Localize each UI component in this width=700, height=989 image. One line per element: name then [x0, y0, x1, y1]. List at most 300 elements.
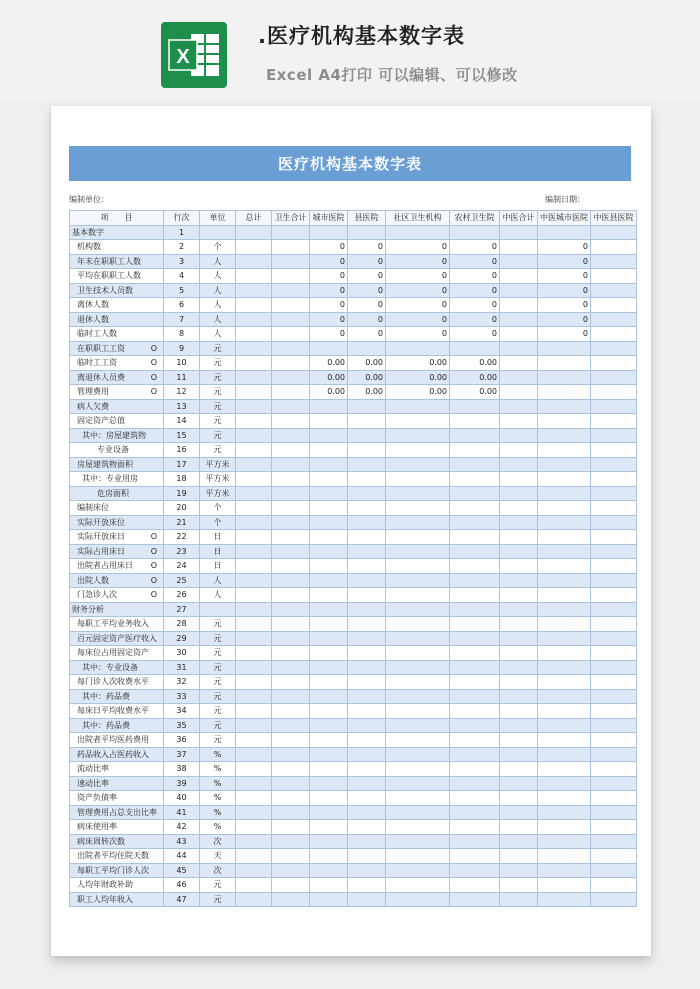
cell-value[interactable] [310, 225, 348, 240]
cell-value[interactable]: 0 [348, 283, 386, 298]
cell-value[interactable] [591, 878, 637, 893]
cell-value[interactable] [538, 733, 591, 748]
cell-value[interactable] [500, 515, 538, 530]
cell-value[interactable] [450, 805, 500, 820]
cell-value[interactable] [386, 515, 450, 530]
cell-value[interactable] [500, 747, 538, 762]
cell-value[interactable] [310, 820, 348, 835]
cell-value[interactable] [236, 573, 272, 588]
cell-value[interactable]: 0.00 [386, 370, 450, 385]
cell-value[interactable] [450, 414, 500, 429]
cell-value[interactable] [272, 863, 310, 878]
cell-value[interactable] [236, 240, 272, 255]
cell-value[interactable] [500, 834, 538, 849]
cell-value[interactable] [500, 689, 538, 704]
cell-item-name[interactable] [70, 457, 164, 472]
cell-value[interactable] [386, 501, 450, 516]
cell-value[interactable]: 0 [386, 283, 450, 298]
cell-unit[interactable]: % [200, 805, 236, 820]
cell-row-number[interactable]: 3 [164, 254, 200, 269]
cell-value[interactable]: 0 [538, 312, 591, 327]
cell-value[interactable] [538, 530, 591, 545]
cell-value[interactable] [591, 791, 637, 806]
cell-row-number[interactable]: 41 [164, 805, 200, 820]
cell-row-number[interactable]: 23 [164, 544, 200, 559]
cell-value[interactable] [236, 878, 272, 893]
cell-item-name[interactable] [70, 660, 164, 675]
cell-value[interactable] [591, 443, 637, 458]
cell-value[interactable] [591, 269, 637, 284]
cell-value[interactable] [386, 457, 450, 472]
cell-value[interactable] [236, 544, 272, 559]
cell-value[interactable] [310, 341, 348, 356]
cell-value[interactable] [538, 573, 591, 588]
cell-row-number[interactable]: 11 [164, 370, 200, 385]
cell-value[interactable] [538, 428, 591, 443]
cell-row-number[interactable]: 1 [164, 225, 200, 240]
cell-value[interactable] [500, 602, 538, 617]
cell-value[interactable] [310, 399, 348, 414]
cell-value[interactable] [310, 414, 348, 429]
cell-value[interactable] [236, 254, 272, 269]
cell-value[interactable] [591, 602, 637, 617]
cell-value[interactable] [538, 370, 591, 385]
cell-value[interactable] [272, 399, 310, 414]
cell-value[interactable]: 0 [348, 254, 386, 269]
cell-value[interactable] [272, 718, 310, 733]
cell-value[interactable] [236, 718, 272, 733]
cell-value[interactable] [236, 515, 272, 530]
cell-value[interactable] [310, 776, 348, 791]
cell-value[interactable] [272, 834, 310, 849]
cell-value[interactable]: 0 [386, 312, 450, 327]
cell-value[interactable] [348, 892, 386, 907]
cell-row-number[interactable]: 16 [164, 443, 200, 458]
cell-value[interactable] [450, 660, 500, 675]
cell-value[interactable] [500, 327, 538, 342]
cell-row-number[interactable]: 9 [164, 341, 200, 356]
cell-value[interactable] [538, 646, 591, 661]
cell-value[interactable] [272, 341, 310, 356]
cell-row-number[interactable]: 28 [164, 617, 200, 632]
cell-value[interactable] [591, 849, 637, 864]
cell-value[interactable] [500, 573, 538, 588]
cell-item-name[interactable] [70, 472, 164, 487]
cell-value[interactable] [450, 878, 500, 893]
cell-value[interactable] [310, 617, 348, 632]
cell-value[interactable] [236, 631, 272, 646]
cell-row-number[interactable]: 31 [164, 660, 200, 675]
cell-value[interactable] [591, 515, 637, 530]
cell-value[interactable] [500, 472, 538, 487]
cell-value[interactable] [236, 370, 272, 385]
cell-value[interactable] [500, 733, 538, 748]
cell-value[interactable]: 0.00 [348, 356, 386, 371]
cell-value[interactable] [538, 675, 591, 690]
cell-value[interactable] [450, 602, 500, 617]
cell-value[interactable] [236, 660, 272, 675]
cell-item-name[interactable] [70, 602, 164, 617]
cell-value[interactable] [310, 443, 348, 458]
cell-value[interactable]: 0.00 [310, 356, 348, 371]
cell-value[interactable] [500, 617, 538, 632]
cell-value[interactable] [500, 646, 538, 661]
cell-value[interactable] [386, 472, 450, 487]
cell-row-number[interactable]: 4 [164, 269, 200, 284]
cell-row-number[interactable]: 22 [164, 530, 200, 545]
cell-row-number[interactable]: 26 [164, 588, 200, 603]
cell-value[interactable] [538, 399, 591, 414]
cell-value[interactable] [272, 631, 310, 646]
cell-item-name[interactable] [70, 240, 164, 255]
cell-value[interactable] [310, 704, 348, 719]
cell-value[interactable] [236, 776, 272, 791]
cell-item-name[interactable] [70, 225, 164, 240]
cell-value[interactable] [538, 486, 591, 501]
cell-value[interactable]: 0 [538, 254, 591, 269]
cell-unit[interactable]: % [200, 747, 236, 762]
cell-value[interactable] [310, 515, 348, 530]
cell-value[interactable] [386, 486, 450, 501]
cell-value[interactable] [450, 892, 500, 907]
cell-value[interactable] [236, 588, 272, 603]
cell-value[interactable] [236, 849, 272, 864]
cell-value[interactable] [310, 530, 348, 545]
cell-value[interactable] [591, 733, 637, 748]
cell-value[interactable] [538, 457, 591, 472]
cell-row-number[interactable]: 25 [164, 573, 200, 588]
cell-value[interactable] [538, 776, 591, 791]
cell-value[interactable] [500, 399, 538, 414]
cell-value[interactable] [538, 443, 591, 458]
cell-value[interactable] [538, 631, 591, 646]
cell-item-name[interactable] [70, 515, 164, 530]
cell-item-name[interactable] [70, 762, 164, 777]
cell-value[interactable] [272, 472, 310, 487]
cell-row-number[interactable]: 24 [164, 559, 200, 574]
cell-value[interactable] [386, 530, 450, 545]
cell-value[interactable] [538, 718, 591, 733]
cell-value[interactable] [450, 718, 500, 733]
cell-row-number[interactable]: 42 [164, 820, 200, 835]
cell-value[interactable] [348, 660, 386, 675]
cell-value[interactable] [591, 820, 637, 835]
cell-value[interactable] [591, 762, 637, 777]
cell-value[interactable] [348, 834, 386, 849]
cell-item-name[interactable] [70, 704, 164, 719]
cell-value[interactable] [450, 849, 500, 864]
cell-value[interactable] [538, 849, 591, 864]
cell-value[interactable] [538, 660, 591, 675]
cell-value[interactable] [236, 747, 272, 762]
cell-value[interactable] [236, 646, 272, 661]
cell-unit[interactable]: 元 [200, 660, 236, 675]
cell-value[interactable] [450, 486, 500, 501]
cell-value[interactable] [591, 370, 637, 385]
cell-row-number[interactable]: 19 [164, 486, 200, 501]
cell-value[interactable] [236, 733, 272, 748]
cell-value[interactable] [591, 588, 637, 603]
cell-value[interactable]: 0 [450, 240, 500, 255]
cell-value[interactable] [500, 588, 538, 603]
cell-row-number[interactable]: 2 [164, 240, 200, 255]
cell-item-name[interactable] [70, 631, 164, 646]
cell-value[interactable] [272, 443, 310, 458]
cell-value[interactable] [348, 573, 386, 588]
cell-value[interactable] [386, 443, 450, 458]
cell-item-name[interactable] [70, 573, 164, 588]
cell-value[interactable] [591, 718, 637, 733]
cell-value[interactable] [591, 457, 637, 472]
cell-item-name[interactable] [70, 834, 164, 849]
cell-value[interactable] [500, 341, 538, 356]
cell-value[interactable] [450, 559, 500, 574]
cell-value[interactable] [348, 472, 386, 487]
cell-value[interactable] [236, 820, 272, 835]
cell-value[interactable] [348, 399, 386, 414]
cell-unit[interactable]: 元 [200, 689, 236, 704]
cell-row-number[interactable]: 13 [164, 399, 200, 414]
cell-value[interactable] [386, 631, 450, 646]
cell-value[interactable] [348, 530, 386, 545]
cell-value[interactable] [500, 501, 538, 516]
cell-value[interactable] [386, 646, 450, 661]
cell-value[interactable] [450, 457, 500, 472]
cell-item-name[interactable] [70, 878, 164, 893]
cell-value[interactable] [500, 805, 538, 820]
cell-unit[interactable]: 个 [200, 240, 236, 255]
cell-unit[interactable]: 元 [200, 733, 236, 748]
cell-value[interactable] [500, 863, 538, 878]
cell-row-number[interactable]: 14 [164, 414, 200, 429]
cell-value[interactable] [272, 240, 310, 255]
cell-value[interactable] [500, 443, 538, 458]
cell-value[interactable]: 0 [386, 298, 450, 313]
cell-value[interactable]: 0 [450, 298, 500, 313]
cell-value[interactable] [272, 501, 310, 516]
cell-value[interactable] [450, 820, 500, 835]
cell-value[interactable] [236, 399, 272, 414]
cell-value[interactable] [310, 747, 348, 762]
cell-value[interactable] [310, 486, 348, 501]
cell-value[interactable] [310, 849, 348, 864]
cell-value[interactable]: 0.00 [386, 356, 450, 371]
cell-value[interactable] [348, 515, 386, 530]
cell-value[interactable] [272, 515, 310, 530]
cell-value[interactable] [538, 385, 591, 400]
cell-item-name[interactable] [70, 530, 164, 545]
cell-value[interactable]: 0.00 [386, 385, 450, 400]
cell-value[interactable] [272, 820, 310, 835]
cell-item-name[interactable] [70, 776, 164, 791]
cell-value[interactable]: 0 [348, 269, 386, 284]
cell-value[interactable] [236, 385, 272, 400]
cell-value[interactable] [310, 573, 348, 588]
cell-value[interactable] [272, 356, 310, 371]
cell-item-name[interactable] [70, 283, 164, 298]
cell-value[interactable] [236, 704, 272, 719]
cell-value[interactable]: 0 [310, 298, 348, 313]
cell-value[interactable] [272, 298, 310, 313]
cell-value[interactable] [591, 283, 637, 298]
cell-value[interactable] [538, 356, 591, 371]
cell-value[interactable]: 0 [348, 327, 386, 342]
cell-value[interactable] [272, 327, 310, 342]
cell-value[interactable] [386, 573, 450, 588]
cell-value[interactable] [538, 834, 591, 849]
cell-value[interactable] [591, 501, 637, 516]
cell-value[interactable] [310, 472, 348, 487]
cell-row-number[interactable]: 44 [164, 849, 200, 864]
cell-value[interactable] [236, 312, 272, 327]
cell-item-name[interactable] [70, 863, 164, 878]
cell-item-name[interactable] [70, 341, 164, 356]
cell-item-name[interactable] [70, 254, 164, 269]
cell-value[interactable] [348, 849, 386, 864]
cell-value[interactable]: 0 [310, 269, 348, 284]
cell-value[interactable] [236, 283, 272, 298]
cell-value[interactable] [348, 733, 386, 748]
cell-value[interactable] [500, 269, 538, 284]
cell-value[interactable] [272, 675, 310, 690]
cell-value[interactable] [236, 675, 272, 690]
cell-value[interactable] [386, 225, 450, 240]
cell-value[interactable] [450, 225, 500, 240]
cell-value[interactable] [500, 544, 538, 559]
cell-row-number[interactable]: 33 [164, 689, 200, 704]
cell-value[interactable] [310, 428, 348, 443]
cell-value[interactable] [348, 559, 386, 574]
cell-value[interactable]: 0 [310, 327, 348, 342]
cell-value[interactable] [591, 805, 637, 820]
cell-row-number[interactable]: 7 [164, 312, 200, 327]
cell-value[interactable] [348, 631, 386, 646]
cell-value[interactable]: 0 [310, 240, 348, 255]
cell-item-name[interactable] [70, 501, 164, 516]
cell-value[interactable] [450, 704, 500, 719]
cell-value[interactable] [538, 892, 591, 907]
cell-value[interactable] [236, 414, 272, 429]
cell-value[interactable] [450, 588, 500, 603]
cell-value[interactable] [272, 269, 310, 284]
cell-value[interactable] [386, 762, 450, 777]
cell-row-number[interactable]: 12 [164, 385, 200, 400]
cell-unit[interactable]: 元 [200, 370, 236, 385]
cell-value[interactable] [236, 443, 272, 458]
cell-value[interactable] [236, 805, 272, 820]
cell-unit[interactable]: 日 [200, 559, 236, 574]
cell-item-name[interactable] [70, 385, 164, 400]
cell-unit[interactable]: 个 [200, 501, 236, 516]
cell-item-name[interactable] [70, 791, 164, 806]
cell-value[interactable] [450, 646, 500, 661]
cell-item-name[interactable] [70, 892, 164, 907]
cell-item-name[interactable] [70, 733, 164, 748]
cell-value[interactable] [348, 805, 386, 820]
cell-value[interactable] [310, 588, 348, 603]
cell-unit[interactable]: 平方米 [200, 472, 236, 487]
cell-unit[interactable]: 元 [200, 631, 236, 646]
cell-value[interactable] [591, 385, 637, 400]
cell-value[interactable] [450, 689, 500, 704]
cell-row-number[interactable]: 20 [164, 501, 200, 516]
cell-value[interactable] [450, 428, 500, 443]
cell-value[interactable] [591, 573, 637, 588]
cell-value[interactable] [236, 602, 272, 617]
cell-value[interactable]: 0 [450, 283, 500, 298]
cell-value[interactable]: 0 [450, 327, 500, 342]
cell-value[interactable] [591, 559, 637, 574]
cell-value[interactable] [272, 791, 310, 806]
cell-value[interactable]: 0 [538, 269, 591, 284]
cell-value[interactable] [272, 660, 310, 675]
cell-value[interactable] [236, 356, 272, 371]
cell-value[interactable]: 0 [310, 283, 348, 298]
cell-value[interactable] [591, 298, 637, 313]
cell-value[interactable] [310, 863, 348, 878]
cell-unit[interactable]: 元 [200, 675, 236, 690]
cell-value[interactable]: 0 [450, 269, 500, 284]
cell-value[interactable]: 0 [310, 254, 348, 269]
cell-value[interactable] [310, 805, 348, 820]
cell-value[interactable] [236, 341, 272, 356]
cell-value[interactable] [272, 225, 310, 240]
cell-unit[interactable]: 元 [200, 892, 236, 907]
cell-value[interactable]: 0.00 [348, 385, 386, 400]
cell-value[interactable] [500, 718, 538, 733]
cell-value[interactable] [386, 617, 450, 632]
cell-value[interactable] [538, 878, 591, 893]
cell-value[interactable] [500, 559, 538, 574]
cell-value[interactable] [310, 762, 348, 777]
cell-value[interactable] [450, 631, 500, 646]
cell-value[interactable] [500, 660, 538, 675]
cell-value[interactable] [500, 385, 538, 400]
cell-row-number[interactable]: 5 [164, 283, 200, 298]
cell-item-name[interactable] [70, 269, 164, 284]
cell-value[interactable]: 0.00 [450, 385, 500, 400]
cell-value[interactable] [348, 602, 386, 617]
cell-value[interactable] [272, 733, 310, 748]
cell-unit[interactable]: 元 [200, 718, 236, 733]
cell-value[interactable] [538, 501, 591, 516]
cell-value[interactable] [386, 791, 450, 806]
cell-value[interactable] [386, 660, 450, 675]
cell-row-number[interactable]: 35 [164, 718, 200, 733]
cell-value[interactable] [591, 747, 637, 762]
cell-value[interactable]: 0 [310, 312, 348, 327]
cell-value[interactable]: 0.00 [310, 370, 348, 385]
cell-unit[interactable]: 平方米 [200, 457, 236, 472]
cell-value[interactable] [450, 834, 500, 849]
cell-value[interactable]: 0.00 [450, 370, 500, 385]
cell-value[interactable] [272, 486, 310, 501]
cell-value[interactable] [310, 559, 348, 574]
cell-value[interactable] [591, 225, 637, 240]
cell-value[interactable] [310, 892, 348, 907]
cell-item-name[interactable] [70, 849, 164, 864]
cell-value[interactable] [591, 472, 637, 487]
cell-value[interactable] [386, 544, 450, 559]
cell-value[interactable] [538, 805, 591, 820]
cell-value[interactable] [386, 689, 450, 704]
cell-unit[interactable]: % [200, 762, 236, 777]
cell-value[interactable] [348, 443, 386, 458]
cell-row-number[interactable]: 38 [164, 762, 200, 777]
cell-value[interactable] [500, 254, 538, 269]
cell-value[interactable] [450, 573, 500, 588]
cell-unit[interactable]: 元 [200, 646, 236, 661]
